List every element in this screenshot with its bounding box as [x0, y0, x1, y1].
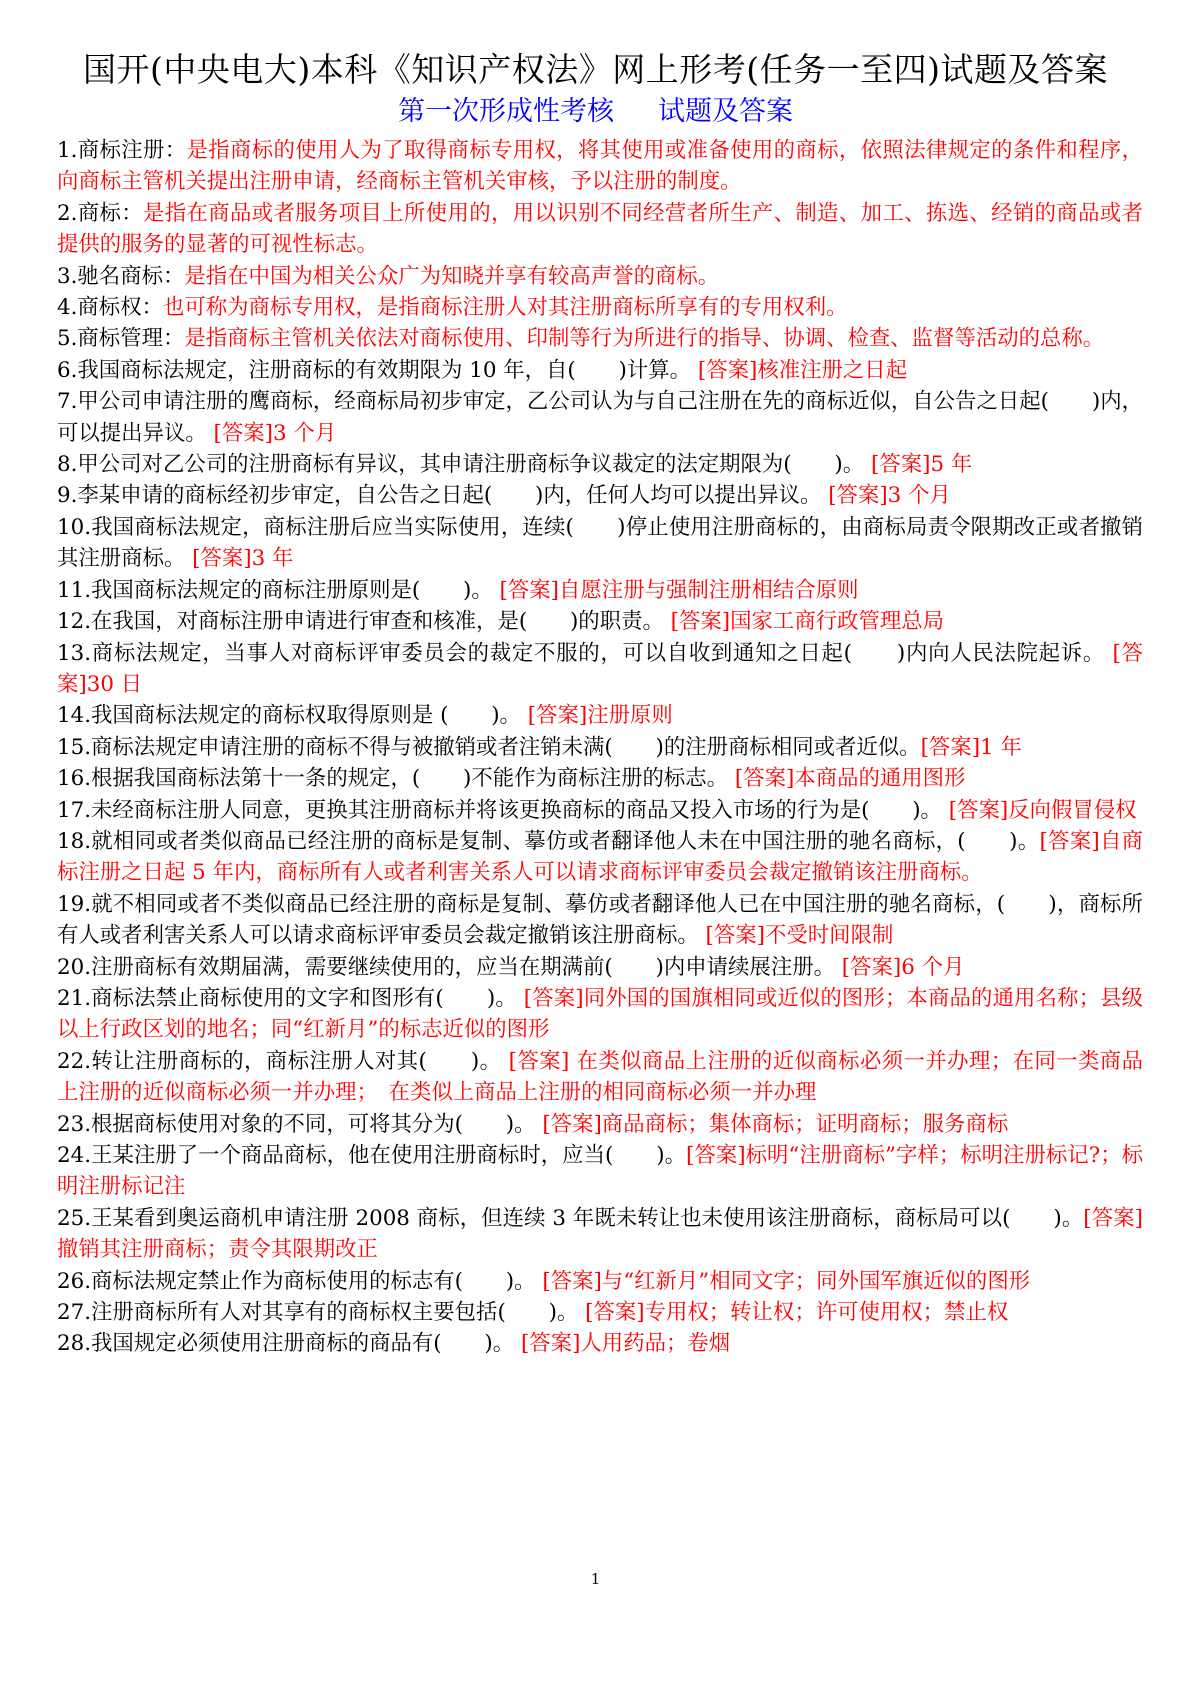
answer-text: [答案]3 个月 — [828, 483, 951, 509]
question-item — [57, 1266, 1143, 1297]
question-item — [57, 732, 1143, 763]
question-text: 24.王某注册了一个商品商标，他在使用注册商标时，应当( )。 — [57, 1143, 686, 1168]
question-text: 15.商标法规定申请注册的商标不得与被撤销或者注销未满( )的注册商标相同或者近似。 — [57, 734, 921, 760]
question-text: 2.商标： — [57, 200, 144, 226]
answer-text: [答案]国家工商行政管理总局 — [670, 609, 945, 635]
document-title: 国开(中央电大)本科《知识产权法》网上形考(任务一至四)试题及答案 — [83, 50, 1108, 89]
answer-text: [答案]反向假冒侵权 — [948, 797, 1137, 823]
question-text: 14.我国商标法规定的商标权取得原则是 ( )。 — [57, 703, 528, 729]
answer-text: 是指在商品或者服务项目上所使用的，用以识别不同经营者所生产、制造、加工、拣选、经销的商品或者提供的服务的显著的可视性标志。 — [57, 200, 1143, 258]
question-item — [57, 512, 1143, 575]
question-item — [57, 795, 1143, 826]
question-item — [57, 1109, 1143, 1140]
answer-text: 是指商标的使用人为了取得商标专用权，将其使用或准备使用的商标，依照法律规定的条件和程序，向商标主管机关提出注册申请，经商标主管机关审核，予以注册的制度。 — [57, 138, 1143, 195]
question-item — [57, 198, 1143, 261]
question-item — [57, 575, 1143, 606]
question-text: 19.就不相同或者不类似商品已经注册的商标是复制、摹仿或者翻译他人已在中国注册的驰名商标，( )，商标所有人或者利害关系人可以请求商标评审委员会裁定撤销该注册商标。 — [57, 891, 1143, 949]
answer-text: [答案]6 个月 — [841, 954, 965, 980]
question-item — [57, 1140, 1143, 1203]
answer-text: [答案]自愿注册与强制注册相结合原则 — [499, 577, 859, 603]
answer-text: [答案] 在类似商品上注册的近似商标必须一并办理；在同一类商品上注册的近似商标必须一并办理； 在类似上商品上注册的相同商标必须一并办理 — [57, 1048, 1143, 1106]
subtitle-part-1: 第一次形成性考核 — [398, 96, 614, 127]
answer-text: [答案]本商品的通用图形 — [734, 766, 966, 792]
question-text: 26.商标法规定禁止作为商标使用的标志有( )。 — [57, 1268, 543, 1294]
question-list — [57, 135, 1143, 1360]
answer-text: [答案]3 个月 — [213, 420, 337, 446]
question-item — [57, 763, 1143, 794]
question-item — [57, 292, 1143, 323]
question-text: 21.商标法禁止商标使用的文字和图形有( )。 — [57, 985, 524, 1011]
answer-text: [答案]人用药品；卷烟 — [520, 1331, 731, 1357]
question-item — [57, 606, 1143, 637]
question-item — [57, 135, 1143, 198]
answer-text: [答案]商品商标；集体商标；证明商标；服务商标 — [542, 1111, 1009, 1137]
question-text: 11.我国商标法规定的商标注册原则是( )。 — [57, 577, 500, 603]
question-text: 9.李某申请的商标经初步审定，自公告之日起( )内，任何人均可以提出异议。 — [57, 483, 829, 509]
question-text: 10.我国商标法规定，商标注册后应当实际使用，连续( )停止使用注册商标的，由商标局责令限期改正或者撤销其注册商标。 — [57, 514, 1143, 572]
question-item — [57, 480, 1143, 511]
question-text: 27.注册商标所有人对其享有的商标权主要包括( )。 — [57, 1300, 586, 1326]
answer-text: [答案]3 年 — [192, 546, 294, 572]
answer-text: [答案]专用权；转让权；许可使用权；禁止权 — [585, 1300, 1009, 1326]
answer-text: 是指在中国为相关公众广为知晓并享有较高声誉的商标。 — [184, 263, 720, 289]
question-item — [57, 952, 1143, 983]
answer-text: [答案]1 年 — [920, 734, 1022, 760]
question-item — [57, 1203, 1143, 1266]
question-text: 1.商标注册： — [57, 138, 187, 163]
answer-text: [答案]与“红新月”相同文字；同外国军旗近似的图形 — [542, 1268, 1031, 1294]
answer-text: 也可称为商标专用权，是指商标注册人对其注册商标所享有的专用权利。 — [162, 295, 848, 321]
answer-text: [答案]注册原则 — [527, 703, 673, 729]
answer-text: 是指商标主管机关依法对商标使用、印制等行为所进行的指导、协调、检查、监督等活动的总称。 — [184, 326, 1105, 352]
answer-text: [答案]不受时间限制 — [705, 923, 894, 949]
question-text: 4.商标权： — [57, 295, 163, 321]
question-text: 16.根据我国商标法第十一条的规定，( )不能作为商标注册的标志。 — [57, 766, 735, 792]
question-item — [57, 638, 1143, 701]
subtitle-part-2: 试题及答案 — [658, 96, 793, 127]
question-item — [57, 889, 1143, 952]
question-item — [57, 386, 1143, 449]
section-subtitle — [0, 95, 1191, 129]
question-item — [57, 1297, 1143, 1328]
question-text: 22.转让注册商标的，商标注册人对其( )。 — [57, 1048, 509, 1074]
answer-text: [答案]核准注册之日起 — [697, 357, 908, 383]
question-item — [57, 983, 1143, 1046]
answer-text: [答案]同外国的国旗相同或近似的图形；本商品的通用名称；县级以上行政区划的地名；同“红新月”的标志近似的图形 — [57, 985, 1143, 1043]
question-text: 6.我国商标法规定，注册商标的有效期限为 10 年，自( )计算。 — [57, 357, 698, 383]
question-text: 5.商标管理： — [57, 326, 185, 352]
question-text: 8.甲公司对乙公司的注册商标有异议，其申请注册商标争议裁定的法定期限为( )。 — [57, 452, 871, 478]
answer-text: [答案]自商标注册之日起 5 年内，商标所有人或者利害关系人可以请求商标评审委员会裁定撤销该注册商标。 — [57, 828, 1143, 886]
answer-text: [答案]撤销其注册商标；责令其限期改正 — [57, 1205, 1143, 1263]
question-item — [57, 323, 1143, 354]
question-text: 20.注册商标有效期届满，需要继续使用的，应当在期满前( )内申请续展注册。 — [57, 954, 842, 980]
question-item — [57, 1046, 1143, 1109]
question-text: 3.驰名商标： — [57, 263, 185, 289]
question-text: 23.根据商标使用对象的不同，可将其分为( )。 — [57, 1111, 543, 1137]
page-number: 1 — [590, 1570, 601, 1588]
question-item — [57, 826, 1143, 889]
answer-text: [答案]30 日 — [57, 640, 1143, 697]
question-text: 17.未经商标注册人同意，更换其注册商标并将该更换商标的商品又投入市场的行为是( )。 — [57, 797, 949, 823]
answer-text: [答案]5 年 — [870, 452, 973, 478]
question-text: 18.就相同或者类似商品已经注册的商标是复制、摹仿或者翻译他人未在中国注册的驰名商标，( )。 — [57, 828, 1040, 854]
question-text: 7.甲公司申请注册的鹰商标，经商标局初步审定，乙公司认为与自己注册在先的商标近似，自公告之日起( )内，可以提出异议。 — [57, 389, 1143, 446]
answer-text: [答案]标明“注册商标”字样；标明注册标记?；标明注册标记注 — [57, 1143, 1143, 1200]
question-item — [57, 355, 1143, 386]
question-item — [57, 1328, 1143, 1359]
question-text: 25.王某看到奥运商机申请注册 2008 商标，但连续 3 年既未转让也未使用该注册商标，商标局可以( )。 — [57, 1205, 1084, 1231]
question-item — [57, 261, 1143, 292]
question-text: 13.商标法规定，当事人对商标评审委员会的裁定不服的，可以自收到通知之日起( )内向人民法院起诉。 — [57, 640, 1113, 666]
question-text: 12.在我国，对商标注册申请进行审查和核准，是( )的职责。 — [57, 609, 671, 635]
question-item — [57, 700, 1143, 731]
question-item — [57, 449, 1143, 480]
question-text: 28.我国规定必须使用注册商标的商品有( )。 — [57, 1331, 521, 1357]
